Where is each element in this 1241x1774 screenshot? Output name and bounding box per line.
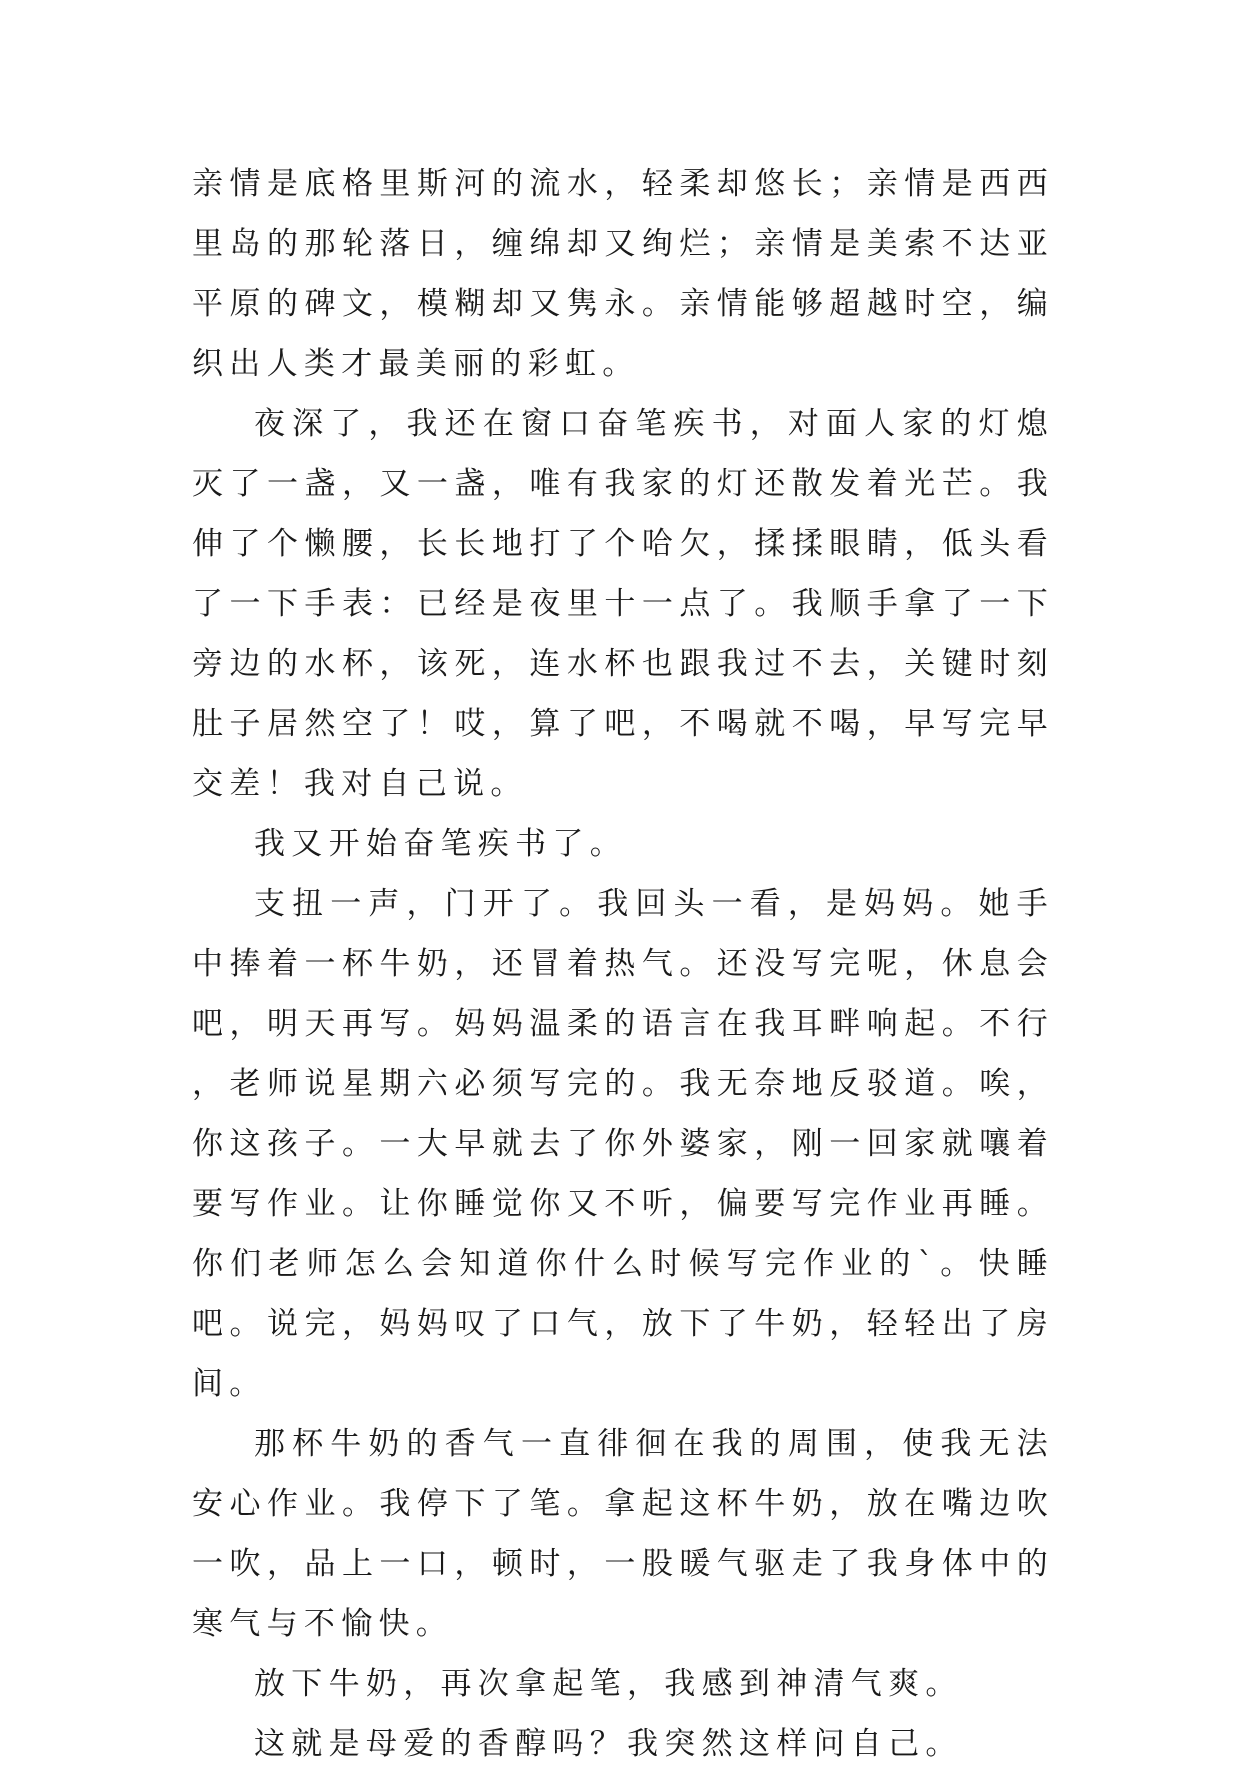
paragraph-2: 夜深了，我还在窗口奋笔疾书，对面人家的灯熄灭了一盏，又一盏，唯有我家的灯还散发着光芒。我伸了个懒腰，长长地打了个哈欠，揉揉眼睛，低头看了一下手表：已经是夜里十一点了。我顺手拿了一下旁边的水杯，该死，连水杯也跟我过不去，关键时刻肚子居然空了！哎，算了吧，不喝就不喝，早写完早交差！我对自己说。 [192, 406, 1054, 802]
paragraph-1: 亲情是底格里斯河的流水，轻柔却悠长；亲情是西西里岛的那轮落日，缠绵却又绚烂；亲情是美索不达亚平原的碑文，模糊却又隽永。亲情能够超越时空，编织出人类才最美丽的彩虹。 [192, 166, 1054, 382]
paragraph-4: 支扭一声，门开了。我回头一看，是妈妈。她手中捧着一杯牛奶，还冒着热气。还没写完呢，休息会吧，明天再写。妈妈温柔的语言在我耳畔响起。不行，老师说星期六必须写完的。我无奈地反驳道。唉，你这孩子。一大早就去了你外婆家，刚一回家就嚷着要写作业。让你睡觉你又不听，偏要写完作业再睡。你们老师怎么会知道你什么时候写完作业的`。快睡吧。说完，妈妈叹了口气，放下了牛奶，轻轻出了房间。 [192, 886, 1054, 1402]
document-body [192, 154, 1054, 1774]
paragraph-7: 这就是母爱的香醇吗？我突然这样问自己。 [254, 1726, 963, 1762]
paragraph-3: 我又开始奋笔疾书了。 [254, 826, 627, 862]
paragraph-6: 放下牛奶，再次拿起笔，我感到神清气爽。 [254, 1666, 963, 1702]
paragraph-5: 那杯牛奶的香气一直徘徊在我的周围，使我无法安心作业。我停下了笔。拿起这杯牛奶，放在嘴边吹一吹，品上一口，顿时，一股暖气驱走了我身体中的寒气与不愉快。 [192, 1426, 1054, 1642]
